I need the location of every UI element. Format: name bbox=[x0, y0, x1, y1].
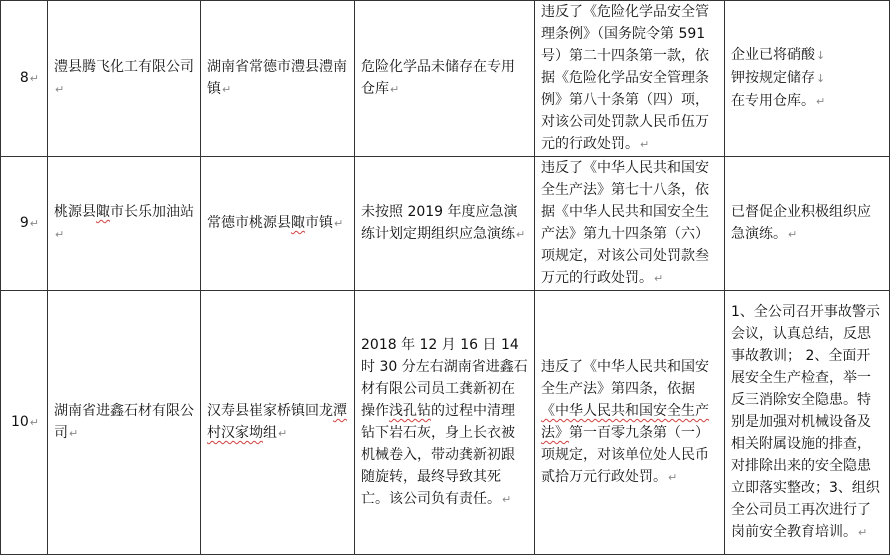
location-cell: 湖南省常德市澧县澧南镇↵ bbox=[201, 1, 355, 157]
rectification-cell: 已督促企业积极组织应急演练。↵ bbox=[725, 157, 890, 291]
penalty-cell: 违反了《中华人民共和国安全生产法》第四条，依据《中华人民共和国安全生产法》第一百零九条第（一）项规定，对该单位处人民币贰拾万元行政处罚。↵ bbox=[535, 291, 725, 555]
location-cell: 汉寿县崔家桥镇回龙潭村汉家坳组↵ bbox=[201, 291, 355, 555]
row-number: 8↵ bbox=[1, 1, 48, 157]
table-row bbox=[1, 1, 890, 157]
rectification-cell: 企业已将硝酸↓ 钾按规定储存↓ 在专用仓库。↵ bbox=[725, 1, 890, 157]
company-cell: 澧县腾飞化工有限公司↵ bbox=[48, 1, 201, 157]
rectification-cell: 1、全公司召开事故警示会议，认真总结，反思事故教训； 2、全面开展安全生产检查，举一反三消除安全隐患。特别是加强对机械设备及相关附属设施的排查，对排除出来的安全隐患立即落实整改；3、组织全公司员工再次进行了岗前安全教育培训。↵ bbox=[725, 291, 890, 555]
penalty-cell: 违反了《中华人民共和国安全生产法》第七十八条，依据《中华人民共和国安全生产法》第九十四条第（六）项规定，对该公司处罚款叁万元的行政处罚。↵ bbox=[535, 157, 725, 291]
penalty-cell: 违反了《危险化学品安全管理条例》（国务院令第 591 号）第二十四条第一款，依据《危险化学品安全管理条例》第八十条第（四）项，对该公司处罚款人民币伍万元的行政处罚。↵ bbox=[535, 1, 725, 157]
issue-cell: 未按照 2019 年度应急演练计划定期组织应急演练↵ bbox=[355, 157, 535, 291]
company-cell: 桃源县陬市长乐加油站↵ bbox=[48, 157, 201, 291]
issue-cell: 2018 年 12 月 16 日 14 时 30 分左右湖南省进鑫石材有限公司员工龚新初在操作浅孔钻的过程中清理钻下岩石灰，身上长衣被机械卷入，带动龚新初跟随旋转，最终导致其死亡。该公司负有责任。↵ bbox=[355, 291, 535, 555]
location-cell: 常德市桃源县陬市镇↵ bbox=[201, 157, 355, 291]
company-cell: 湖南省进鑫石材有限公司↵ bbox=[48, 291, 201, 555]
row-number: 9↵ bbox=[1, 157, 48, 291]
table-row bbox=[1, 291, 890, 555]
row-number: 10↵ bbox=[1, 291, 48, 555]
issue-cell: 危险化学品未储存在专用仓库↵ bbox=[355, 1, 535, 157]
table-row bbox=[1, 157, 890, 291]
